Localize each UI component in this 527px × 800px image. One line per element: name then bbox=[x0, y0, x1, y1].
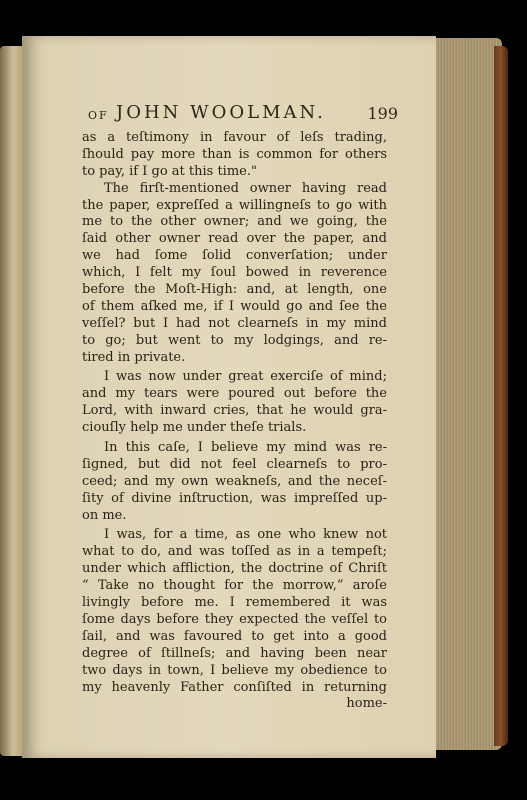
text-line: livingly before me. I remembered it was bbox=[82, 595, 387, 611]
text-line: veſſel? but I had not clearneſs in my mind bbox=[82, 315, 387, 331]
page-block-edge bbox=[430, 38, 502, 750]
text-line: me to the other owner; and we going, the bbox=[82, 214, 387, 230]
text-line: before the Moſt-High: and, at length, one bbox=[82, 282, 387, 298]
text-line: ceed; and my own weakneſs, and the neceſ- bbox=[82, 473, 387, 489]
text-line: my heavenly Father conſiſted in returning bbox=[82, 679, 387, 695]
body-text bbox=[82, 130, 387, 713]
text-line: I was now under great exerciſe of mind; bbox=[104, 369, 387, 385]
book-page bbox=[22, 36, 436, 758]
text-line: under which affliction, the doctrine of Chriſt bbox=[82, 561, 387, 577]
text-line: ſigned, but did not feel clearneſs to pro- bbox=[82, 456, 387, 472]
running-head-title: JOHN WOOLMAN. bbox=[116, 102, 326, 123]
text-line: which, I felt my ſoul bowed in reverence bbox=[82, 265, 387, 281]
text-line: degree of ſtillneſs; and having been near bbox=[82, 645, 387, 661]
page-number: 199 bbox=[367, 104, 398, 123]
text-line: ciouſly help me under theſe trials. bbox=[82, 420, 307, 436]
text-line: ſome days before they expected the veſſel to bbox=[82, 611, 387, 627]
catchword: home- bbox=[346, 696, 387, 712]
text-line: The firſt-mentioned owner having read bbox=[104, 180, 387, 196]
text-line: Lord, with inward cries, that he would gra- bbox=[82, 403, 387, 419]
text-line: In this caſe, I believe my mind was re- bbox=[104, 440, 387, 456]
text-line: and my tears were poured out before the bbox=[82, 386, 387, 402]
text-line: we had ſome ſolid converſation; under bbox=[82, 248, 387, 264]
text-line: as a teſtimony in favour of leſs trading, bbox=[82, 130, 387, 145]
previous-page-edge bbox=[0, 46, 22, 756]
text-line: what to do, and was toſſed as in a tempeſt; bbox=[82, 544, 387, 560]
book-cover-edge bbox=[494, 46, 508, 746]
text-line: two days in town, I believe my obedience to bbox=[82, 662, 387, 678]
text-line: ſaid other owner read over the paper, and bbox=[82, 231, 387, 247]
text-line: to go; but went to my lodgings, and re- bbox=[82, 332, 387, 348]
text-line: on me. bbox=[82, 507, 127, 523]
running-head-of: OF bbox=[88, 109, 109, 122]
running-head bbox=[88, 100, 398, 130]
text-line: tired in private. bbox=[82, 349, 186, 365]
text-line: “ Take no thought for the morrow,” aroſe bbox=[82, 578, 387, 594]
text-line: of them aſked me, if I would go and ſee the bbox=[82, 298, 387, 314]
text-line: the paper, expreſſed a willingneſs to go with bbox=[82, 197, 387, 213]
text-line: I was, for a time, as one who knew not bbox=[104, 527, 387, 543]
text-line: ſity of divine inſtruction, was impreſſed up- bbox=[82, 490, 387, 506]
text-line: ſail, and was favoured to get into a good bbox=[82, 628, 387, 644]
text-line: to pay, if I go at this time." bbox=[82, 163, 257, 179]
text-line: ſhould pay more than is common for others bbox=[82, 146, 387, 162]
